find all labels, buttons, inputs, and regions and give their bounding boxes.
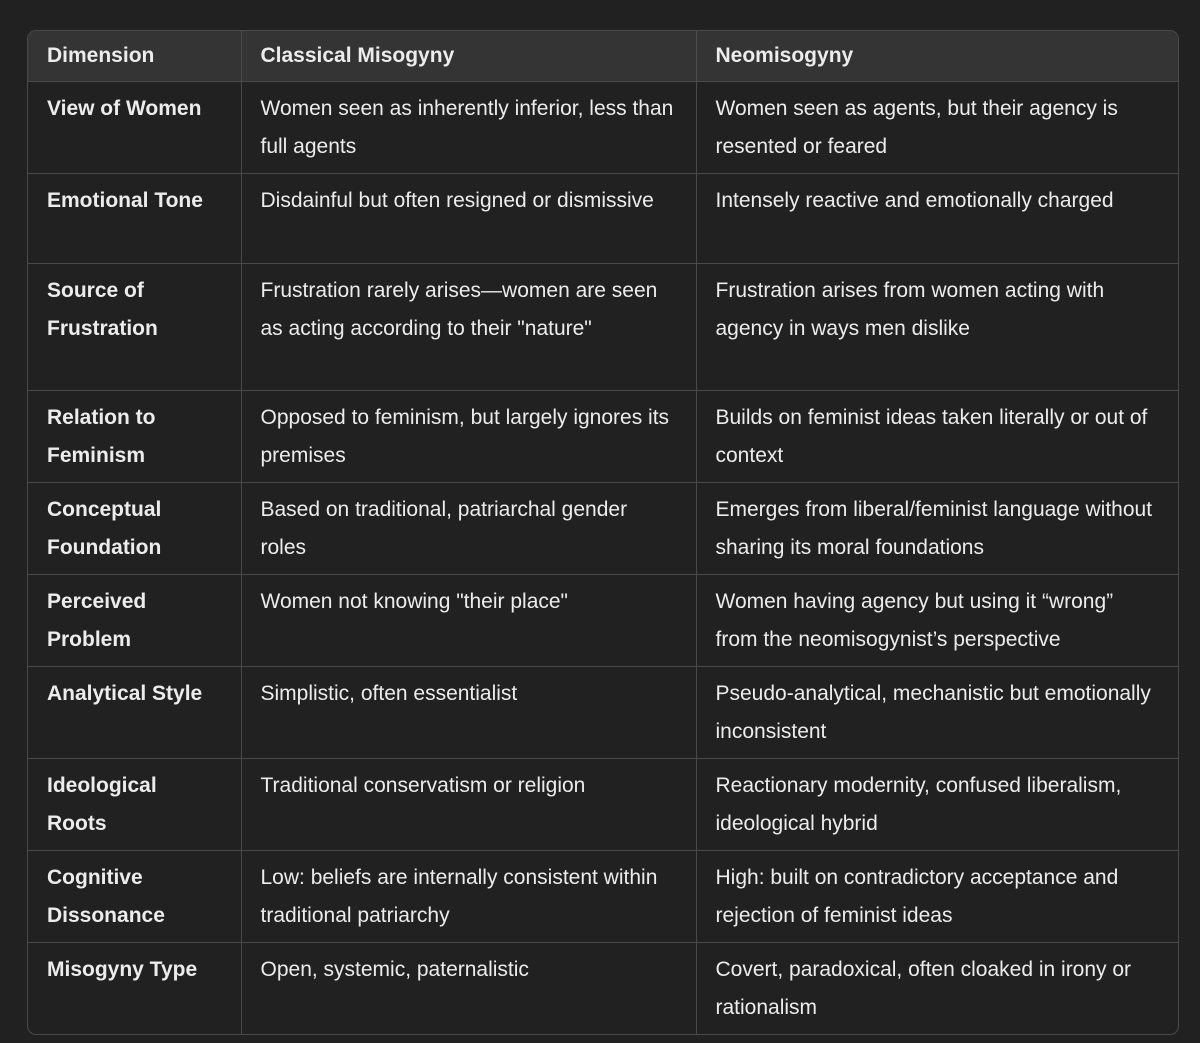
table-row bbox=[28, 82, 1178, 174]
comparison-table bbox=[27, 30, 1179, 1035]
table-row bbox=[28, 483, 1178, 575]
table-row bbox=[28, 851, 1178, 943]
header-dimension: Dimension bbox=[28, 31, 241, 82]
table-header bbox=[28, 31, 1178, 82]
neo-cell: Covert, paradoxical, often cloaked in irony or rationalism bbox=[715, 958, 1132, 1019]
classical-cell: Women seen as inherently inferior, less than full agents bbox=[241, 82, 696, 174]
classical-cell: Women not knowing "their place" bbox=[241, 575, 696, 667]
table-row bbox=[28, 943, 1178, 1035]
dimension-cell: Conceptual Foundation bbox=[28, 483, 241, 575]
dimension-cell: Relation to Feminism bbox=[28, 391, 241, 483]
dimension-cell: Source of Frustration bbox=[28, 264, 241, 391]
classical-cell: Based on traditional, patriarchal gender roles bbox=[241, 483, 696, 575]
dimension-cell: Cognitive Dissonance bbox=[28, 851, 241, 943]
dimension-cell: View of Women bbox=[28, 82, 241, 174]
table-row bbox=[28, 174, 1178, 264]
table-body bbox=[28, 82, 1178, 1035]
neo-cell: Reactionary modernity, confused liberalism, ideological hybrid bbox=[696, 759, 1178, 851]
table-row bbox=[28, 264, 1178, 391]
dimension-cell: Misogyny Type bbox=[28, 943, 241, 1035]
classical-cell: Frustration rarely arises—women are seen as acting according to their "nature" bbox=[241, 264, 696, 391]
table-row bbox=[28, 667, 1178, 759]
header-neomisogyny: Neomisogyny bbox=[696, 31, 1178, 82]
neo-cell: Pseudo-analytical, mechanistic but emotionally inconsistent bbox=[696, 667, 1178, 759]
dimension-cell: Perceived Problem bbox=[28, 575, 241, 667]
table-row bbox=[28, 759, 1178, 851]
classical-cell: Traditional conservatism or religion bbox=[241, 759, 696, 851]
header-classical-misogyny: Classical Misogyny bbox=[241, 31, 696, 82]
dimension-cell: Ideological Roots bbox=[28, 759, 241, 851]
classical-cell: Open, systemic, paternalistic bbox=[241, 943, 696, 1035]
neo-cell: Builds on feminist ideas taken literally or out of context bbox=[696, 391, 1178, 483]
dimension-cell: Analytical Style bbox=[28, 667, 241, 759]
classical-cell: Low: beliefs are internally consistent within traditional patriarchy bbox=[241, 851, 696, 943]
table-row bbox=[28, 575, 1178, 667]
neo-cell: Emerges from liberal/feminist language without sharing its moral foundations bbox=[696, 483, 1178, 575]
header-row bbox=[28, 31, 1178, 82]
neo-cell: Intensely reactive and emotionally charged bbox=[696, 174, 1178, 264]
dimension-cell: Emotional Tone bbox=[28, 174, 241, 264]
classical-cell: Disdainful but often resigned or dismissive bbox=[241, 174, 696, 264]
comparison-table-grid bbox=[28, 31, 1178, 1034]
classical-cell: Opposed to feminism, but largely ignores its premises bbox=[241, 391, 696, 483]
table-row bbox=[28, 391, 1178, 483]
neo-cell: Women having agency but using it “wrong” from the neomisogynist’s perspective bbox=[696, 575, 1178, 667]
neo-cell: Women seen as agents, but their agency is resented or feared bbox=[696, 82, 1178, 174]
classical-cell: Simplistic, often essentialist bbox=[241, 667, 696, 759]
neo-cell: Frustration arises from women acting with agency in ways men dislike bbox=[696, 264, 1178, 391]
neo-cell: High: built on contradictory acceptance and rejection of feminist ideas bbox=[696, 851, 1178, 943]
